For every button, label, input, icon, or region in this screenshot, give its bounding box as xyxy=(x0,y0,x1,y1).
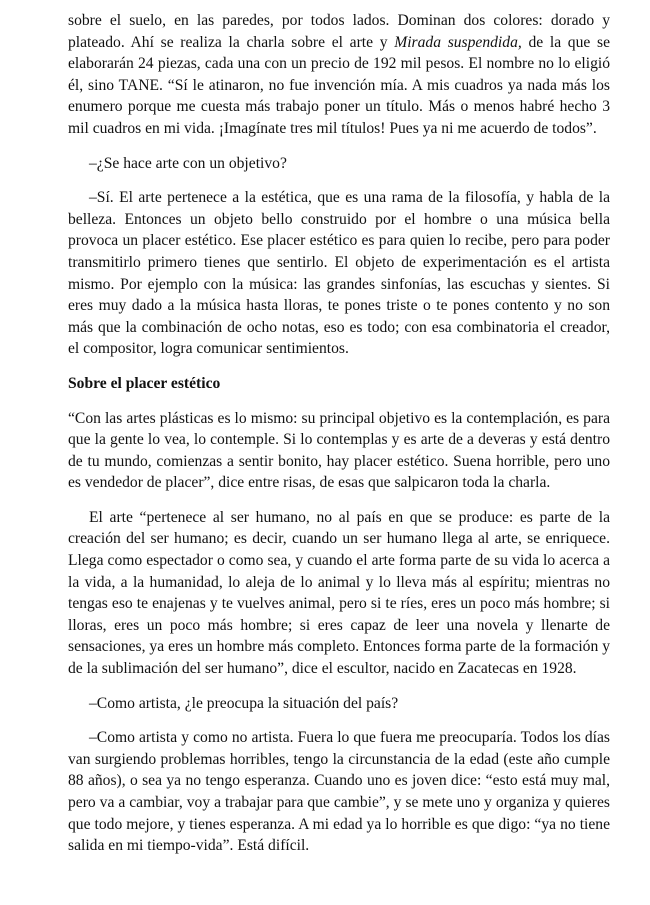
paragraph-text: sobre el suelo, en las paredes, por todos lados. Dominan dos colores: dorado y plateado. Ahí se realiza la charla sobre el arte y xyxy=(68,12,610,51)
section-heading: Sobre el placer estético xyxy=(68,374,221,392)
interview-answer: –Sí. El arte pertenece a la estética, que es una rama de la filosofía, y habla de la belleza. Entonces un objeto bello construido por el hombre o una música bella provoca un placer estético. Ese placer estético es para quien lo recibe, pero para poder transmitirlo primero tienes que sentirlo. El objeto de experimentación es el artista mismo. Por ejemplo con la música: las grandes sinfonías, las escuchas y sientes. Si eres muy dado a la música hasta lloras, te pones triste o te pones contento y no son más que la combinación de ocho notas, eso es todo; con esa combinatoria el creador, el compositor, logra comunicar sentimientos. xyxy=(68,189,610,358)
interview-question: –Como artista, ¿le preocupa la situación del país? xyxy=(89,694,399,712)
artwork-title: Mirada suspendida, xyxy=(394,33,522,51)
paragraph-art-human: El arte “pertenece al ser humano, no al país en que se produce: es parte de la creación del ser humano; es decir, cuando un ser humano llega al arte, se enriquece. Llega como espectador o como sea, y cuando el arte forma parte de su vida lo acerca a la vida, a la humanidad, lo aleja de lo animal y lo lleva más al espíritu; mientras no tengas eso te enajenas y te vuelves animal, pero si te ríes, eres un poco más hombre; si lloras, eres un poco más hombre; si eres capaz de leer una novela y llenarte de sensaciones, ya eres un hombre más completo. Entonces forma parte de la formación y de la sublimación del ser humano”, dice el escultor, nacido en Zacatecas en 1928. xyxy=(68,508,610,678)
paragraph-gallery-description xyxy=(68,10,610,140)
paragraph-text: de la que se elaborarán 24 piezas, cada una con un precio de 192 mil pesos. El nombre no lo eligió él, sino TANE. “Sí le atinaron, no fue invención mía. A mis cuadros ya nada más los enumero porque me cuesta más trabajo poner un título. Más o menos habré hecho 3 mil cuadros en mi vida. ¡Imagínate tres mil títulos! Pues ya ni me acuerdo de todos”. xyxy=(68,33,610,137)
interview-answer: –Como artista y como no artista. Fuera lo que fuera me preocuparía. Todos los días van surgiendo problemas horribles, tengo la circunstancia de la edad (este año cumple 88 años), o sea ya no tengo esperanza. Cuando uno es joven dice: “esto está muy mal, pero va a cambiar, voy a trabajar para que cambie”, y se mete uno y organiza y quieres que todo mejore, y tienes esperanza. A mi edad ya lo horrible es que digo: “ya no tiene salida en mi tiempo-vida”. Está difícil. xyxy=(68,729,610,855)
paragraph-plastic-arts: “Con las artes plásticas es lo mismo: su principal objetivo es la contemplación, es para que la gente lo vea, lo contemple. Si lo contemplas y es arte de a deveras y está dentro de tu mundo, comienzas a sentir bonito, hay placer estético. Suena horrible, pero uno es vendedor de placer”, dice entre risas, de esas que salpicaron toda la charla. xyxy=(68,409,610,492)
interview-question: –¿Se hace arte con un objetivo? xyxy=(89,154,287,172)
